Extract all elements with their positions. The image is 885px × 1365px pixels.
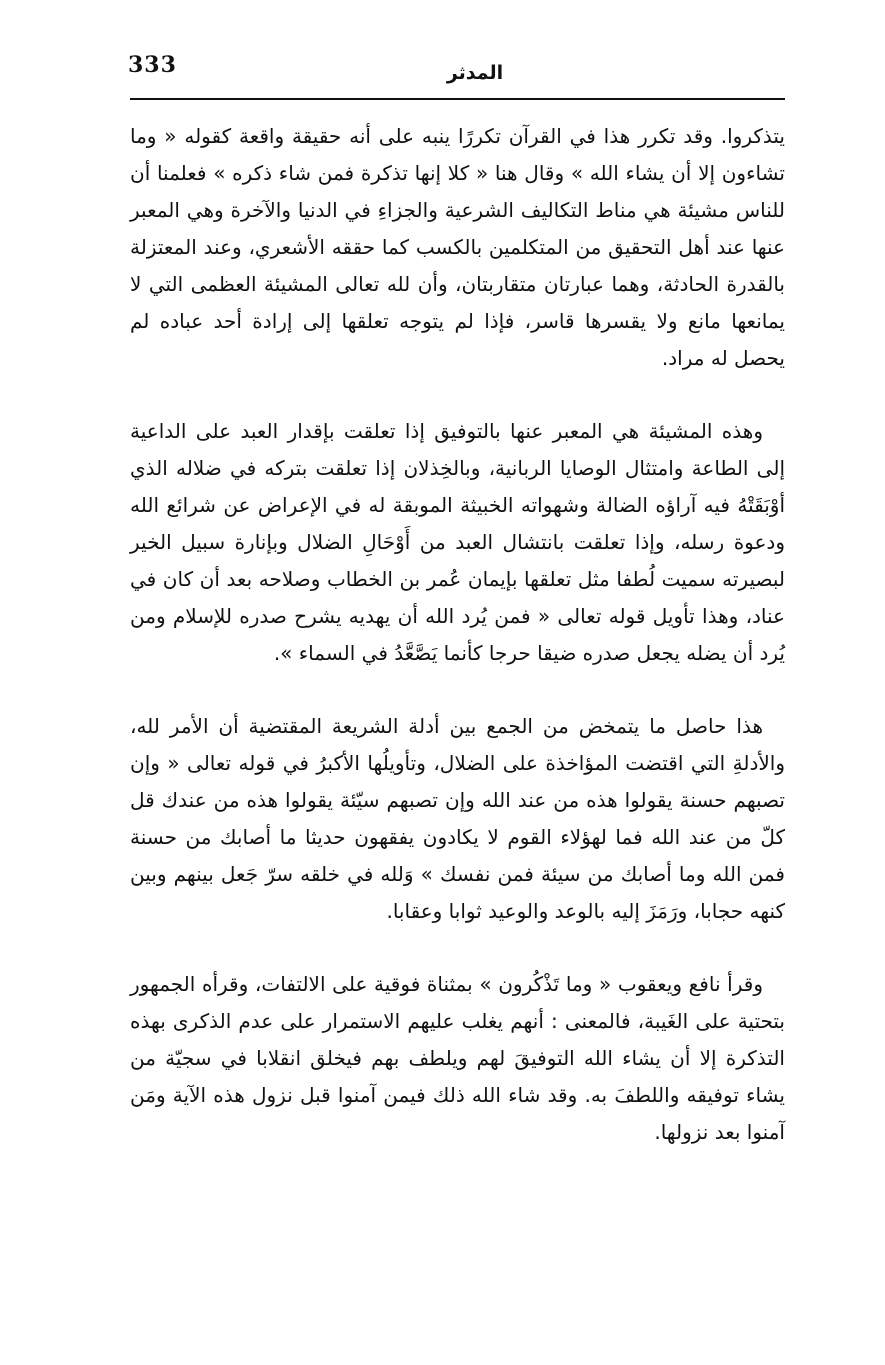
running-title: المدثر [446,62,504,84]
paragraph: يتذكروا. وقد تكرر هذا في القرآن تكررًا ينبه على أنه حقيقة واقعة كقوله « وما تشاءون إلا أن يشاء الله » وقال هنا « كلا إنها تذكرة فمن شاء ذكره » فعلمنا أن للناس مشيئة هي مناط التكاليف الشرعية والجزاءِ في الدنيا والآخرة وهي المعبر عنها عند أهل التحقيق من المتكلمين بالكسب كما حققه الأشعري، وعند المعتزلة بالقدرة الحادثة، وهما عبارتان متقاربتان، وأن لله تعالى المشيئة العظمى التي لا يمانعها مانع ولا يقسرها قاسر، فإذا لم يتوجه تعلقها إلى إرادة أحد عباده لم يحصل له مراد. [130,124,785,370]
page-number: 333 [128,52,177,78]
header-rule [130,98,785,100]
paragraph: وهذه المشيئة هي المعبر عنها بالتوفيق إذا تعلقت بإقدار العبد على الداعية إلى الطاعة وامتثال الوصايا الربانية، وبالخِذلان إذا تعلقت بتركه في ضلاله الذي أوْبَقَتْهُ فيه آراؤه الضالة وشهواته الخبيثة الموبقة له في الإعراض عن شرائع الله ودعوة رسله، وإذا تعلقت بانتشال العبد من أَوْحَالِ الضلال وبإنارة سبيل الخير لبصيرته سميت لُطفا مثل تعلقها بإيمان عُمر بن الخطاب وصلاحه بعد أن كان في عناد، وهذا تأويل قوله تعالى « فمن يُرد الله أن يهديه يشرح صدره للإسلام ومن يُرد أن يضله يجعل صدره ضيقا حرجا كأنما يَصَّعَّدُ في السماء ». [130,419,785,665]
paragraph: وقرأ نافع ويعقوب « وما تَذْكُرون » بمثناة فوقية على الالتفات، وقرأه الجمهور بتحتية على الغَيبة، فالمعنى : أنهم يغلب عليهم الاستمرار على عدم الذكرى بهذه التذكرة إلا أن يشاء الله التوفيقَ لهم ويلطف بهم فيخلق انقلابا في سجيّة من يشاء توفيقه واللطفَ به. وقد شاء الله ذلك فيمن آمنوا قبل نزول هذه الآية ومَن آمنوا بعد نزولها. [130,972,785,1144]
paragraph: هذا حاصل ما يتمخض من الجمع بين أدلة الشريعة المقتضية أن الأمر لله، والأدلةِ التي اقتضت المؤاخذة على الضلال، وتأويلُها الأكبرُ في قوله تعالى « وإن تصبهم حسنة يقولوا هذه من عند الله وإن تصبهم سيّئة يقولوا هذه من عندك قل كلّ من عند الله فما لهؤلاء القوم لا يكادون يفقهون حديثا ما أصابك من حسنة فمن الله وما أصابك من سيئة فمن نفسك » وَلله في خلقه سرّ جَعل بينهم وبين كنهه حجابا، ورَمَزَ إليه بالوعد والوعيد ثوابا وعقابا. [130,714,785,923]
body-text [130,118,785,1151]
